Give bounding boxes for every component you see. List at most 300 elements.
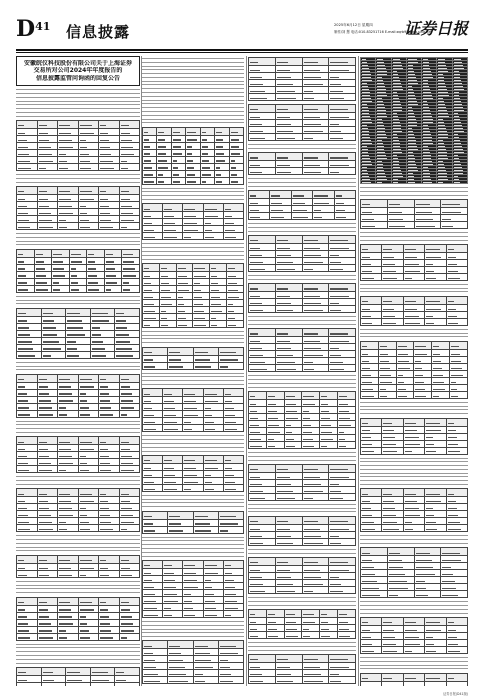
table-cell: [163, 219, 183, 226]
cell-text: [216, 160, 225, 161]
text-line: [248, 456, 356, 458]
table-cell: [396, 370, 414, 377]
cell-text: [164, 401, 173, 402]
table-cell: [183, 463, 203, 470]
cell-text: [362, 522, 374, 523]
table-cell: [157, 156, 171, 163]
issue-date: 2025年6月12日 星期四: [334, 23, 373, 27]
table-cell: [446, 633, 467, 640]
column-3-body: [248, 57, 356, 686]
table-cell: [270, 199, 291, 206]
table-cell: [403, 296, 424, 304]
cell-text: [121, 449, 131, 450]
table-cell: [200, 135, 214, 142]
text-line: [142, 544, 244, 546]
table-cell: [58, 410, 79, 417]
table-cell: [37, 157, 58, 164]
table-cell: [218, 663, 243, 670]
table-row: [249, 391, 356, 399]
table-row: [143, 589, 244, 596]
section-title: 信息披露: [66, 23, 131, 41]
masthead: [16, 14, 468, 52]
table-cell: [414, 584, 441, 591]
table-cell: [17, 164, 38, 171]
table-row: [17, 445, 140, 452]
cell-text: [59, 602, 70, 603]
cell-text: [362, 346, 367, 347]
table-cell: [249, 265, 276, 272]
cell-text: [321, 432, 332, 433]
table-cell: [99, 136, 120, 143]
cell-text: [277, 138, 295, 139]
text-line: [16, 178, 140, 180]
text-line: [16, 476, 140, 478]
cell-text: [195, 646, 209, 647]
cell-text: [442, 219, 451, 220]
cell-text: [415, 382, 424, 383]
cell-text: [178, 325, 187, 326]
cell-text: [405, 678, 416, 679]
headline-line: 安徽皖仪科技股份有限公司关于上海证券: [23, 60, 132, 67]
table-cell: [329, 566, 356, 573]
table-row: [249, 420, 356, 427]
cell-text: [398, 368, 410, 369]
cell-text: [304, 536, 322, 537]
text-line: [16, 424, 140, 426]
cell-text: [426, 249, 440, 250]
cell-text: [250, 341, 260, 342]
table-cell: [275, 587, 302, 594]
table-cell: [37, 597, 58, 605]
text-line: [248, 387, 356, 389]
table-cell: [78, 187, 99, 195]
cell-text: [304, 77, 322, 78]
cell-text: [304, 674, 322, 675]
table-row: [17, 330, 140, 337]
cell-text: [88, 268, 95, 269]
cell-text: [383, 257, 393, 258]
table-cell: [382, 252, 403, 259]
table-cell: [403, 497, 424, 504]
cell-text: [100, 147, 110, 148]
table-cell: [249, 434, 267, 441]
table-cell: [223, 404, 243, 411]
cell-text: [18, 206, 27, 207]
table-row: [361, 626, 468, 633]
table-cell: [99, 459, 120, 466]
table-cell: [210, 278, 227, 285]
text-line: [360, 535, 468, 537]
table-cell: [78, 504, 99, 511]
cell-text: [18, 568, 25, 569]
table-row: [361, 504, 468, 511]
cell-text: [442, 581, 454, 582]
cell-text: [211, 311, 222, 312]
cell-text: [225, 580, 234, 581]
text-line: [142, 380, 244, 382]
table-cell: [210, 292, 227, 299]
text-line: [360, 458, 468, 460]
cell-text: [121, 616, 132, 617]
cell-text: [39, 494, 47, 495]
cell-text: [330, 469, 348, 470]
table-cell: [414, 548, 441, 556]
cell-text: [277, 570, 290, 571]
table-cell: [37, 150, 58, 157]
cell-text: [416, 212, 432, 213]
cell-text: [321, 404, 328, 405]
text-line: [142, 115, 244, 117]
cell-text: [164, 468, 173, 469]
table-cell: [414, 207, 441, 214]
cell-text: [18, 355, 35, 356]
table-cell: [37, 619, 58, 626]
table-cell: [69, 257, 87, 264]
cell-text: [92, 334, 102, 335]
paragraph: [248, 504, 356, 514]
cell-text: [211, 318, 216, 319]
cell-text: [144, 482, 154, 483]
table-cell: [69, 249, 87, 257]
table-cell: [218, 355, 243, 362]
text-line: [16, 588, 140, 590]
cell-text: [121, 386, 131, 387]
table-cell: [284, 413, 302, 420]
table-cell: [143, 306, 160, 313]
cell-text: [169, 660, 183, 661]
table-row: [361, 647, 468, 654]
table-cell: [313, 213, 334, 220]
cell-text: [144, 352, 152, 353]
cell-text: [304, 70, 320, 71]
table-row: [143, 299, 244, 306]
text-line: [16, 539, 140, 541]
table-row: [361, 244, 468, 252]
table-cell: [249, 284, 276, 292]
table-cell: [168, 641, 193, 649]
cell-text: [144, 565, 150, 566]
cell-text: [100, 386, 108, 387]
table-cell: [122, 257, 140, 264]
table-cell: [382, 266, 403, 273]
table-cell: [249, 427, 267, 434]
paragraph: [248, 223, 356, 233]
paragraph: [16, 581, 140, 595]
cell-text: [80, 568, 94, 569]
table-row: [361, 296, 468, 304]
cell-text: [405, 257, 418, 258]
table-cell: [119, 202, 140, 209]
cell-text: [303, 411, 309, 412]
table-cell: [78, 497, 99, 504]
table-cell: [159, 320, 176, 327]
table-cell: [446, 426, 467, 433]
cell-text: [59, 220, 66, 221]
table-cell: [284, 391, 302, 399]
cell-text: [304, 303, 322, 304]
table-cell: [223, 603, 243, 610]
paragraph: [16, 644, 140, 665]
paragraph: [360, 187, 468, 197]
text-line: [248, 452, 356, 454]
cell-text: [304, 91, 313, 92]
text-line: [360, 543, 468, 545]
cell-text: [100, 522, 111, 523]
table-row: [361, 370, 468, 377]
cell-text: [220, 523, 238, 524]
cell-text: [362, 560, 372, 561]
cell-text: [144, 394, 150, 395]
table-cell: [58, 150, 79, 157]
cell-text: [286, 636, 298, 637]
cell-text: [321, 425, 331, 426]
cell-text: [100, 125, 106, 126]
table-cell: [119, 437, 140, 445]
table-cell: [382, 511, 403, 518]
table-cell: [329, 265, 356, 272]
table-cell: [403, 311, 424, 318]
cell-text: [383, 264, 394, 265]
table-cell: [41, 330, 66, 337]
table-cell: [99, 187, 120, 195]
table-cell: [163, 470, 183, 477]
table-cell: [266, 441, 284, 448]
cell-text: [362, 444, 372, 445]
text-line: [142, 247, 244, 249]
table-cell: [249, 669, 276, 676]
table-cell: [275, 329, 302, 337]
paragraph: [142, 188, 244, 202]
table-cell: [17, 675, 42, 682]
table-cell: [249, 351, 276, 358]
table-cell: [99, 150, 120, 157]
table-cell: [58, 619, 79, 626]
cell-text: [187, 174, 195, 175]
table-cell: [361, 570, 388, 577]
cell-text: [18, 522, 29, 523]
table-cell: [37, 445, 58, 452]
cell-text: [336, 203, 344, 204]
cell-text: [205, 601, 215, 602]
cell-text: [304, 62, 318, 63]
table-row: [143, 219, 244, 226]
table-cell: [168, 670, 193, 677]
cell-text: [39, 609, 49, 610]
table-cell: [37, 525, 58, 532]
table-cell: [425, 489, 446, 497]
table-cell: [37, 497, 58, 504]
cell-text: [277, 498, 295, 499]
table-cell: [249, 413, 267, 420]
cell-text: [18, 637, 30, 638]
cell-text: [39, 560, 47, 561]
cell-text: [80, 522, 89, 523]
table-cell: [203, 425, 223, 432]
table-cell: [403, 489, 424, 497]
cell-text: [330, 529, 349, 530]
cell-text: [18, 125, 24, 126]
table-cell: [168, 656, 193, 663]
cell-text: [448, 637, 457, 638]
table-cell: [99, 195, 120, 202]
cell-text: [18, 456, 27, 457]
cell-text: [451, 382, 456, 383]
table-cell: [403, 244, 424, 252]
cell-text: [398, 396, 407, 397]
table-cell: [143, 299, 160, 306]
table-cell: [90, 316, 115, 323]
cell-text: [362, 323, 372, 324]
table-row: [17, 323, 140, 330]
table-row: [143, 455, 244, 463]
table-row: [249, 153, 356, 161]
table-cell: [143, 320, 160, 327]
cell-text: [195, 359, 210, 360]
table-cell: [266, 631, 284, 638]
table-cell: [17, 337, 42, 344]
cell-text: [123, 275, 135, 276]
table-cell: [382, 618, 403, 626]
text-line: [16, 174, 140, 176]
table-cell: [302, 580, 329, 587]
data-table: [360, 488, 468, 532]
table-cell: [99, 518, 120, 525]
cell-text: [92, 327, 100, 328]
cell-text: [330, 477, 349, 478]
table-cell: [176, 306, 193, 313]
cell-text: [80, 637, 90, 638]
cell-text: [231, 181, 238, 182]
paragraph: [248, 316, 356, 326]
table-cell: [249, 306, 276, 313]
text-line: [360, 402, 468, 404]
cell-text: [448, 249, 455, 250]
table-cell: [66, 337, 91, 344]
table-cell: [361, 370, 379, 377]
cell-text: [144, 660, 155, 661]
table-cell: [183, 603, 203, 610]
table-cell: [99, 525, 120, 532]
cell-text: [250, 667, 260, 668]
cell-text: [330, 348, 339, 349]
cell-text: [205, 230, 213, 231]
cell-text: [277, 98, 297, 99]
table-cell: [361, 214, 388, 221]
table-cell: [432, 391, 450, 398]
cell-text: [178, 297, 183, 298]
cell-text: [59, 449, 71, 450]
table-cell: [69, 278, 87, 285]
cell-text: [380, 389, 386, 390]
table-cell: [223, 389, 243, 397]
text-line: [16, 116, 140, 118]
table-row: [249, 538, 356, 545]
text-line: [360, 484, 468, 486]
table-cell: [425, 426, 446, 433]
table-cell: [302, 251, 329, 258]
text-line: [16, 303, 140, 305]
cell-text: [442, 595, 458, 596]
table-row: [143, 526, 244, 533]
cell-text: [18, 407, 29, 408]
cell-text: [59, 213, 73, 214]
cell-text: [304, 131, 323, 132]
table-cell: [249, 486, 276, 493]
cell-text: [169, 653, 181, 654]
table-cell: [17, 410, 38, 417]
table-cell: [361, 584, 388, 591]
cell-text: [173, 153, 182, 154]
text-line: [248, 379, 356, 381]
table-row: [249, 134, 356, 141]
table-cell: [183, 568, 203, 575]
cell-text: [448, 423, 455, 424]
table-cell: [329, 292, 356, 299]
text-line: [142, 342, 244, 344]
table-cell: [186, 149, 200, 156]
table-cell: [193, 519, 218, 526]
table-row: [143, 149, 244, 156]
table-cell: [302, 493, 329, 500]
table-row: [361, 548, 468, 556]
cell-text: [80, 140, 87, 141]
table-cell: [119, 466, 140, 473]
cell-text: [116, 313, 124, 314]
cell-text: [169, 366, 183, 367]
cell-text: [225, 394, 231, 395]
cell-text: [304, 310, 323, 311]
table-cell: [361, 633, 382, 640]
cell-text: [220, 667, 230, 668]
table-cell: [441, 570, 468, 577]
text-line: [248, 642, 356, 644]
cell-text: [220, 674, 232, 675]
table-cell: [163, 484, 183, 491]
table-cell: [320, 420, 338, 427]
cell-text: [106, 289, 111, 290]
cell-text: [18, 449, 25, 450]
text-line: [248, 186, 356, 188]
table-row: [17, 466, 140, 473]
table-cell: [37, 563, 58, 570]
text-line: [248, 144, 356, 146]
cell-text: [250, 591, 265, 592]
table-cell: [302, 413, 320, 420]
cell-text: [18, 313, 26, 314]
cell-text: [380, 368, 390, 369]
paragraph: [248, 452, 356, 462]
table-cell: [215, 149, 229, 156]
cell-text: [304, 577, 322, 578]
cell-text: [362, 637, 371, 638]
text-line: [16, 543, 140, 545]
table-row: [249, 609, 356, 617]
table-cell: [78, 157, 99, 164]
cell-text: [304, 659, 318, 660]
table-row: [17, 633, 140, 640]
cell-text: [250, 62, 258, 63]
table-row: [249, 213, 356, 220]
cell-text: [220, 352, 236, 353]
cell-text: [100, 515, 110, 516]
table-cell: [275, 538, 302, 545]
table-row: [249, 251, 356, 258]
cell-text: [53, 254, 62, 255]
table-cell: [361, 349, 379, 356]
text-line: [16, 366, 140, 368]
cell-text: [426, 522, 436, 523]
data-table: [360, 617, 468, 654]
